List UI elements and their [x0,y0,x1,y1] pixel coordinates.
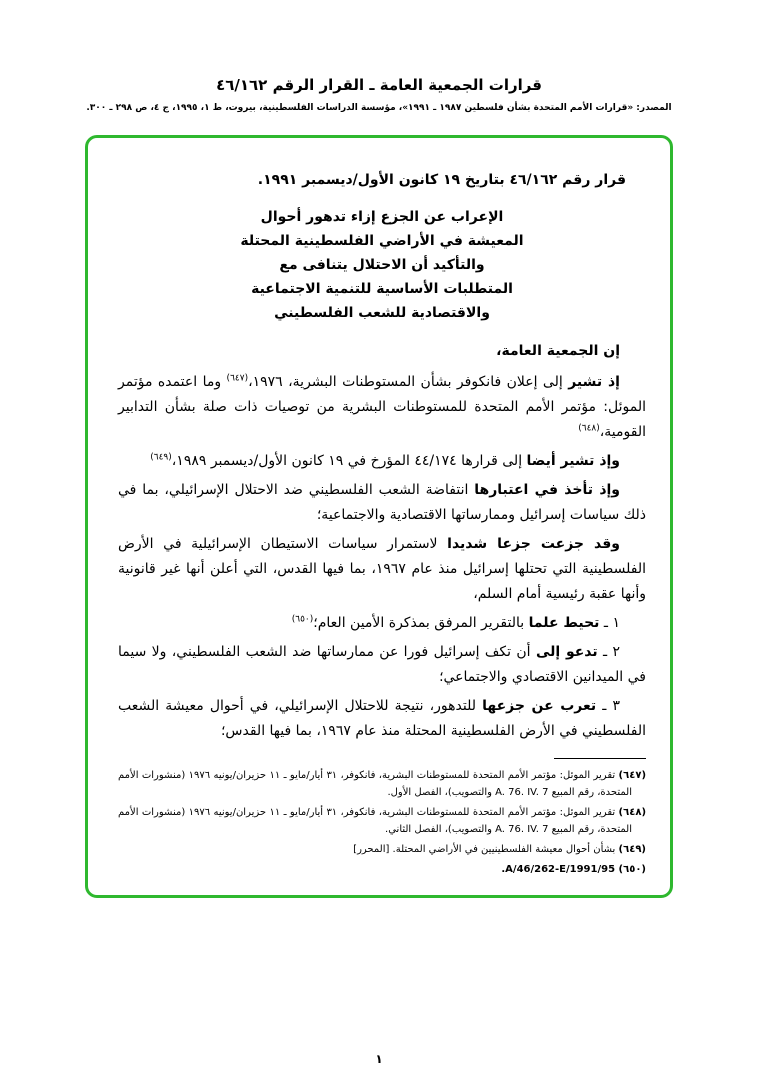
header-source-line: المصدر: «قرارات الأمم المتحدة بشأن فلسطين ١٩٨٧ ـ ١٩٩١»، مؤسسة الدراسات الفلسطينية، بيروت، ط ١، ١٩٩٥، ج ٤، ص ٢٩٨ ـ ٣٠٠. [86,103,672,113]
heading-line: المتطلبات الأساسية للتنمية الاجتماعية [251,281,513,297]
footnote-ref: (٦٥٠) [291,614,314,625]
heading-line: المعيشة في الأراضي الفلسطينية المحتلة [240,233,524,249]
paragraph-lead: وإذ تأخذ في اعتبارها [474,482,620,498]
paragraph-lead: تحيط علما [528,615,600,631]
preambular-paragraph [118,478,646,528]
resolution-heading [118,205,646,325]
page-number: ١ [375,1052,383,1066]
heading-line: والاقتصادية للشعب الفلسطيني [274,305,490,321]
footnote-ref: (٦٤٨) [578,423,600,434]
footnote-separator [554,758,646,759]
paragraph-text: انتفاضة الشعب الفلسطيني ضد الاحتلال الإسرائيلي، بما في ذلك سياسات إسرائيل وممارساتها الاقتصادية والاجتماعية؛ [118,482,646,523]
paragraph-lead: وقد جزعت جزعا شديدا [447,536,620,552]
preambular-paragraph [118,532,646,607]
paragraph-lead: تعرب عن جزعها [482,698,597,714]
footnote-number: (٦٤٧) [618,770,647,781]
paragraph-text: للتدهور، نتيجة للاحتلال الإسرائيلي، في أحوال معيشة الشعب الفلسطيني في الأرض الفلسطينية المحتلة منذ عام ١٩٦٧، بما فيها القدس؛ [118,698,646,739]
paragraph-text: إلى قرارها ٤٤/١٧٤ المؤرخ في ١٩ كانون الأول/ديسمبر ١٩٨٩، [171,453,527,469]
operative-paragraph [118,694,646,744]
footnote-number: (٦٥٠) [618,864,646,875]
page-header [0,0,758,113]
footnote [118,804,646,838]
heading-line: الإعراب عن الجزع إزاء تدهور أحوال [260,209,504,225]
paragraph-text: بالتقرير المرفق بمذكرة الأمين العام؛ [313,615,529,631]
footnote [118,767,646,801]
header-title: قرارات الجمعية العامة ـ القرار الرقم ٤٦/١٦٢ [216,76,542,94]
operative-paragraph [118,611,646,636]
paragraph-text: وما اعتمده مؤتمر الموئل: مؤتمر الأمم المتحدة للمستوطنات البشرية من توصيات ذات صلة بشأن التدابير القومية، [118,374,646,440]
footnote-text: تقرير الموئل: مؤتمر الأمم المتحدة للمستوطنات البشرية، فانكوفر، ٣١ أيار/مايو ـ ١١ حزيران/يونيه ١٩٧٦ (منشورات الأمم المتحدة، رقم المبيع A. 76. IV. 7 والتصويب)، الفصل الأول. [118,770,632,798]
paragraph-text: أن تكف إسرائيل فورا عن ممارساتها ضد الشعب الفلسطيني، ولا سيما في الميدانين الاقتصادي والاجتماعي؛ [118,644,646,685]
preambular-paragraph [118,449,646,474]
operative-paragraph [118,640,646,690]
footnote-number: (٦٤٨) [618,807,647,818]
resolution-frame [85,135,673,898]
paragraph-number: ٢ ـ [597,644,620,660]
paragraph-text: إلى إعلان فانكوفر بشأن المستوطنات البشرية، ١٩٧٦، [248,374,569,390]
paragraph-lead: تدعو إلى [535,644,598,660]
opening-line: إن الجمعية العامة، [496,343,620,359]
footnote-text: بشأن أحوال معيشة الفلسطينيين في الأراضي المحتلة. [المحرر] [353,844,619,855]
footnotes-section [118,758,646,878]
footnote [118,861,646,878]
resolution-title: قرار رقم ٤٦/١٦٢ بتاريخ ١٩ كانون الأول/ديسمبر ١٩٩١. [257,172,626,188]
paragraph-number: ١ ـ [599,615,620,631]
heading-line: والتأكيد أن الاحتلال يتنافى مع [279,257,485,273]
footnote-text: A/46/262-E/1991/95. [501,864,619,875]
paragraph-number: ٣ ـ [596,698,620,714]
paragraph-text: لاستمرار سياسات الاستيطان الإسرائيلية في الأرض الفلسطينية التي تحتلها إسرائيل منذ عام ١٩٦٧، بما فيها القدس، التي أعلن أنها غير قانونية وأنها عقبة رئيسية أمام السلم، [118,536,646,602]
footnote-ref: (٦٤٩) [150,452,172,463]
paragraph-lead: إذ تشير [568,374,620,390]
preambular-paragraph [118,370,646,445]
footnote-number: (٦٤٩) [618,844,646,855]
footnote-ref: (٦٤٧) [226,373,249,384]
footnote [118,841,646,858]
footnote-text: تقرير الموئل: مؤتمر الأمم المتحدة للمستوطنات البشرية، فانكوفر، ٣١ أيار/مايو ـ ١١ حزيران/يونيه ١٩٧٦ (منشورات الأمم المتحدة، رقم المبيع A. 76. IV. 7 والتصويب)، الفصل الثاني. [118,807,632,835]
paragraph-lead: وإذ تشير أيضا [526,453,620,469]
